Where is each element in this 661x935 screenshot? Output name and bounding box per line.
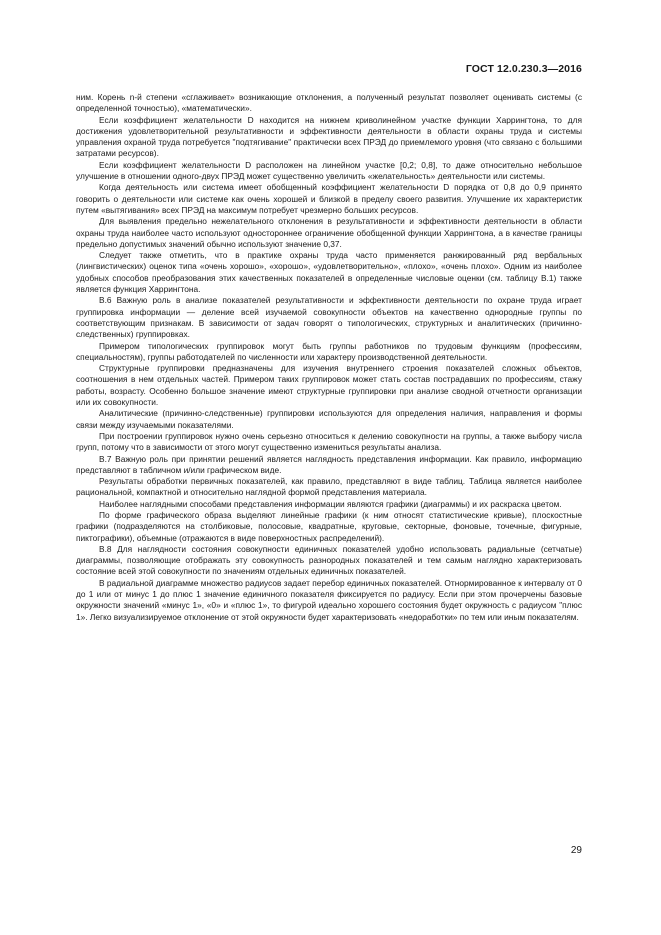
paragraph: Следует также отметить, что в практике охраны труда часто применяется ранжированный ряд вербальных (лингвистических) оценок типа «очень хорошо», «хорошо», «удовлетворительно», «плохо», «очень плохо». Одним из наиболее удобных способов преобразования этих качественных показателей в определенные числовые оценки (см. таблицу В.1) также является функция Харрингтона. bbox=[76, 250, 582, 295]
paragraph: Для выявления предельно нежелательного отклонения в результативности и эффективности деятельности в области охраны труда наиболее часто используют одностороннее ограничение обобщенной функции Харрингтона, а в качестве границы предельно допустимых значений обычно используют значение 0,37. bbox=[76, 216, 582, 249]
paragraph: Если коэффициент желательности D находится на нижнем криволинейном участке функции Харрингтона, то для достижения удовлетворительной результативности и эффективности деятельности в области охраны труда и системы управления охраной труда потребуется "подтягивание" практически всех ПРЭД до приемлемого уровня (что связано с большими затратами ресурсов). bbox=[76, 114, 582, 159]
paragraph: В.6 Важную роль в анализе показателей результативности и эффективности деятельности по охране труда играет группировка информации — деление всей изучаемой совокупности объектов на качественно однородные группы по соответствующим признакам. В зависимости от задач говорят о типологических, структурных и аналитических (причинно-следственных) группировках. bbox=[76, 295, 582, 340]
paragraph: Результаты обработки первичных показателей, как правило, представляют в виде таблиц. Таблица является наиболее рациональной, компактной и относительно наглядной формой представления материала. bbox=[76, 476, 582, 498]
body-text bbox=[76, 92, 582, 623]
paragraph: Аналитические (причинно-следственные) группировки используются для определения наличия, направления и формы связи между изучаемыми показателями. bbox=[76, 408, 582, 430]
document-code-header: ГОСТ 12.0.230.3—2016 bbox=[465, 63, 582, 75]
paragraph: Если коэффициент желательности D расположен на линейном участке [0,2; 0,8], то даже относительно небольшое улучшение в отношении одного-двух ПРЭД может существенно увеличить «желательность» деятельности или системы. bbox=[76, 159, 582, 182]
paragraph: При построении группировок нужно очень серьезно относиться к делению совокупности на группы, а также выбору числа групп, потому что в зависимости от этого могут существенно измениться результаты анализа. bbox=[76, 430, 582, 453]
paragraph: В радиальной диаграмме множество радиусов задает перебор единичных показателей. Отнормированное к интервалу от 0 до 1 или от минус 1 до плюс 1 значение единичного показателя фиксируется по радиусу. Если при этом прочерчены базовые окружности значений «минус 1», «0» и «плюс 1», то фигурой идеально хорошего состояния будет окружность с радиусом "плюс 1». Легко визуализируемое отклонение от этой окружности будет характеризовать «недоработки» по тем или иным показателям. bbox=[76, 577, 582, 622]
paragraph: Наиболее наглядными способами представления информации являются графики (диаграммы) и их раскраска цветом. bbox=[99, 498, 562, 509]
paragraph: ним. Корень n-й степени «сглаживает» возникающие отклонения, а полученный результат позволяет оценивать системы (с определенной точностью), «математически». bbox=[76, 92, 582, 114]
paragraph: Примером типологических группировок могут быть группы работников по трудовым функциям (профессиям, специальностям), группы работодателей по численности или характеру производственной деятельности. bbox=[76, 340, 582, 362]
paragraph: Когда деятельность или система имеет обобщенный коэффициент желательности D порядка от 0,8 до 0,9 принято говорить о деятельности или системе как очень хорошей и близкой в пределу своего развития. Улучшение их характеристик путем «вытягивания» всех ПРЭД на максимум потребует чрезмерно больших ресурсов. bbox=[76, 182, 582, 215]
paragraph: В.8 Для наглядности состояния совокупности единичных показателей удобно использовать радиальные (сетчатые) диаграммы, позволяющие отображать эту совокупность разнородных показателей и тем самым наглядно характеризовать состояние всей этой совокупности по значениям отдельных единичных показателей. bbox=[76, 543, 582, 577]
paragraph: В.7 Важную роль при принятии решений является наглядность представления информации. Как правило, информацию представляют в табличном и/или графическом виде. bbox=[76, 453, 582, 475]
page-number: 29 bbox=[570, 845, 582, 856]
paragraph: По форме графического образа выделяют линейные графики (к ним относят статистические кривые), плоскостные графики (подразделяются на столбиковые, полосовые, квадратные, круговые, секторные, фоновые, точечные, фигурные, пиктографики), объемные (отражаются в виде поверхностных распределений). bbox=[76, 509, 582, 543]
paragraph: Структурные группировки предназначены для изучения внутреннего строения показателей сложных объектов, соотношения в нем отдельных частей. Примером таких группировок может стать состав пострадавших по профессиям, стажу работы, возрасту. Особенно большое значение имеют структурные группировки при анализе сводной отчетности организации или их совокупности. bbox=[76, 363, 582, 408]
